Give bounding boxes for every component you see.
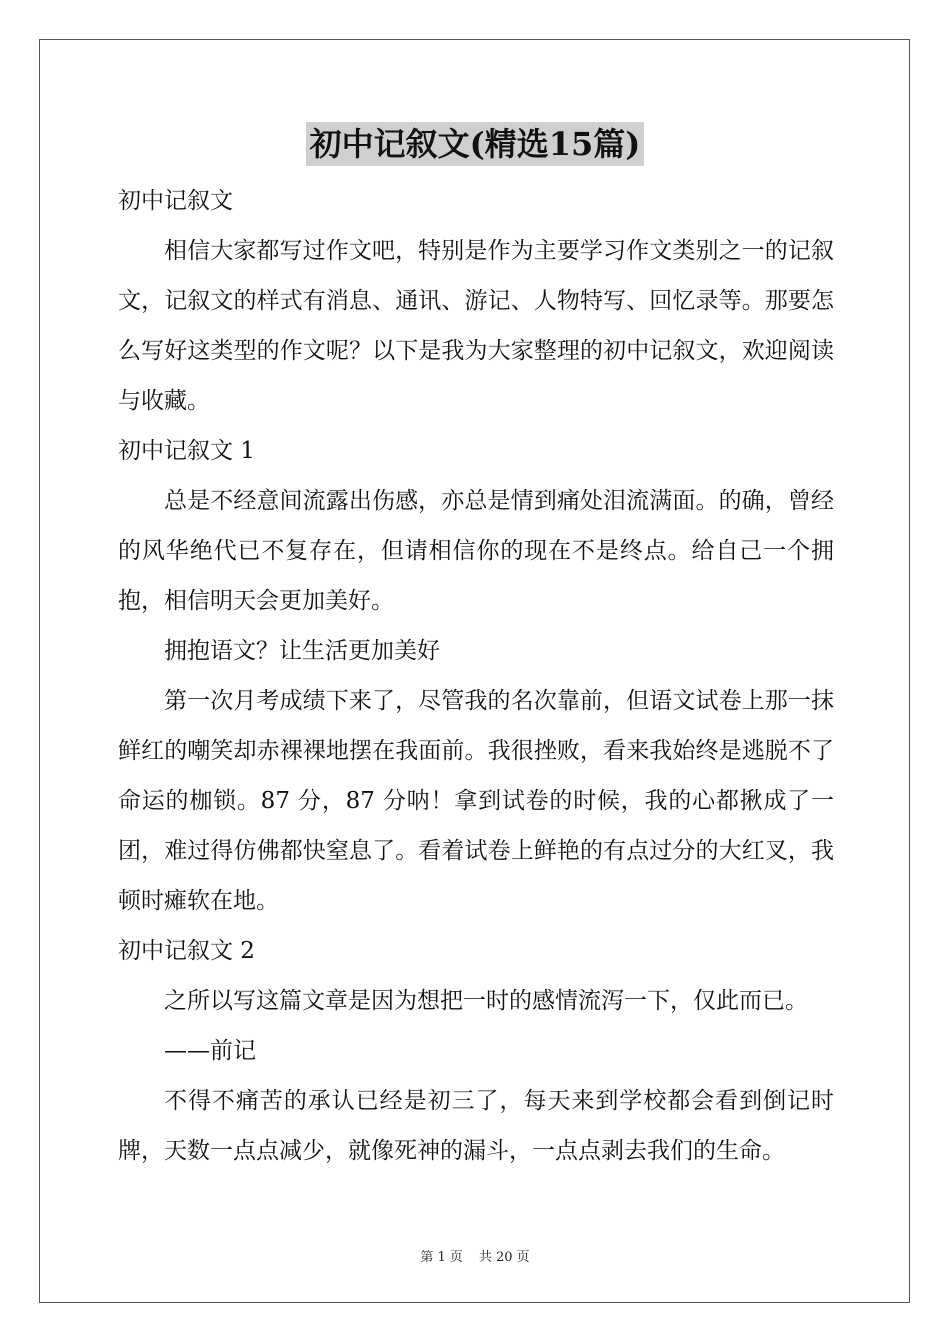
section-heading: 初中记叙文 1 bbox=[118, 438, 255, 464]
page-footer bbox=[0, 1246, 950, 1265]
title-container bbox=[0, 122, 950, 166]
document-body bbox=[118, 176, 834, 1176]
page-total: 共 20 页 bbox=[478, 1250, 530, 1265]
document-title: 初中记叙文(精选15篇) bbox=[306, 122, 645, 166]
body-paragraph: 第一次月考成绩下来了，尽管我的名次靠前，但语文试卷上那一抹鲜红的嘲笑却赤裸裸地摆在我面前。我很挫败，看来我始终是逃脱不了命运的枷锁。87 分，87 分呐！拿到试卷的时候，我的心都揪成了一团，难过得仿佛都快窒息了。看着试卷上鲜艳的有点过分的大红叉，我顿时瘫软在地。 bbox=[118, 688, 834, 914]
section-heading: 初中记叙文 bbox=[118, 188, 233, 214]
body-paragraph: 总是不经意间流露出伤感，亦总是情到痛处泪流满面。的确，曾经的风华绝代已不复存在，但请相信你的现在不是终点。给自己一个拥抱，相信明天会更加美好。 bbox=[118, 488, 834, 614]
body-paragraph: 不得不痛苦的承认已经是初三了，每天来到学校都会看到倒记时牌，天数一点点减少，就像死神的漏斗，一点点剥去我们的生命。 bbox=[118, 1088, 834, 1164]
body-paragraph: 拥抱语文？让生活更加美好 bbox=[164, 638, 440, 664]
section-heading: 初中记叙文 2 bbox=[118, 938, 255, 964]
body-paragraph: 之所以写这篇文章是因为想把一时的感情流泻一下，仅此而已。 bbox=[164, 988, 808, 1014]
body-paragraph: ——前记 bbox=[164, 1038, 256, 1064]
page-number: 第 1 页 bbox=[420, 1250, 463, 1265]
body-paragraph: 相信大家都写过作文吧，特别是作为主要学习作文类别之一的记叙文，记叙文的样式有消息、通讯、游记、人物特写、回忆录等。那要怎么写好这类型的作文呢？以下是我为大家整理的初中记叙文，欢迎阅读与收藏。 bbox=[118, 238, 834, 414]
